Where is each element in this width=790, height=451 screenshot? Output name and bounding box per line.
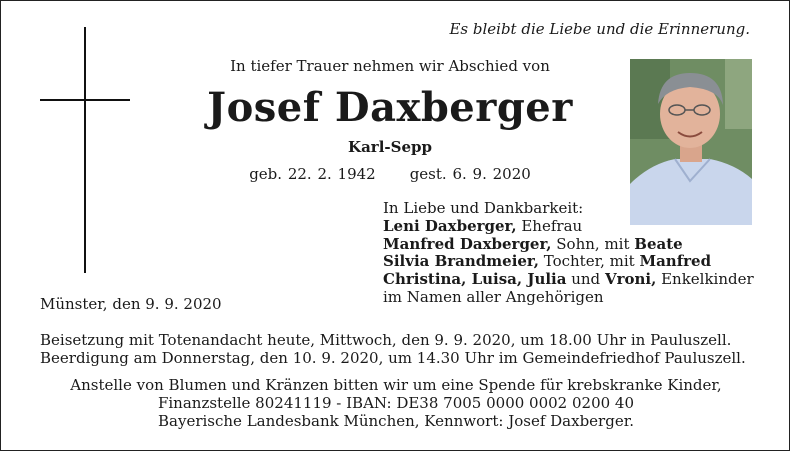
- donation-line: Bayerische Landesbank München, Kennwort: Josef Daxberger.: [158, 412, 634, 430]
- funeral-details: [40, 331, 746, 367]
- mourner-name: Silvia Brandmeier,: [383, 252, 539, 271]
- mourner-line: [383, 218, 754, 236]
- mourner-closing: im Namen aller Angehörigen: [383, 287, 604, 306]
- deceased-name: Josef Daxberger: [207, 84, 573, 131]
- funeral-line: Beerdigung am Donnerstag, den 10. 9. 2020, um 14.30 Uhr im Gemeindefriedhof Pauluszell.: [40, 349, 746, 367]
- mourner-relation: Ehefrau: [516, 216, 583, 235]
- funeral-line: Beisetzung mit Totenandacht heute, Mittwoch, den 9. 9. 2020, um 18.00 Uhr in Pauluszell.: [40, 331, 732, 349]
- mourner-name: Christina, Luisa, Julia: [383, 270, 567, 289]
- mourner-relation: Sohn, mit: [551, 234, 635, 253]
- nickname: Karl-Sepp: [348, 138, 432, 156]
- donation-notice: [40, 376, 752, 430]
- mourner-name: Leni Daxberger,: [383, 216, 517, 235]
- mourner-name: Vroni,: [604, 270, 657, 289]
- place-date: Münster, den 9. 9. 2020: [40, 295, 222, 313]
- motto: Es bleibt die Liebe und die Erinnerung.: [449, 20, 750, 38]
- mourner-line: [383, 289, 754, 307]
- mourner-line: [383, 271, 754, 289]
- mourner-relation: Enkelkinder: [656, 270, 754, 289]
- mourners-list: [383, 200, 754, 307]
- mourner-relation: und: [566, 270, 605, 289]
- mourner-name: Manfred Daxberger,: [383, 234, 552, 253]
- birth-date: geb. 22. 2. 1942: [249, 165, 376, 183]
- mourner-line: [383, 236, 754, 254]
- intro-text: In tiefer Trauer nehmen wir Abschied von: [230, 57, 550, 75]
- mourner-name: Beate: [634, 234, 683, 253]
- mourner-relation: Tochter, mit: [538, 252, 640, 271]
- mourners-heading: In Liebe und Dankbarkeit:: [383, 199, 584, 217]
- donation-line: Finanzstelle 80241119 - IBAN: DE38 7005 0000 0002 0200 40: [157, 394, 635, 412]
- mourner-name: Manfred: [639, 252, 712, 271]
- mourner-line: [383, 253, 754, 271]
- donation-line: Anstelle von Blumen und Kränzen bitten wir um eine Spende für krebskranke Kinder,: [70, 376, 722, 394]
- death-date: gest. 6. 9. 2020: [409, 165, 531, 183]
